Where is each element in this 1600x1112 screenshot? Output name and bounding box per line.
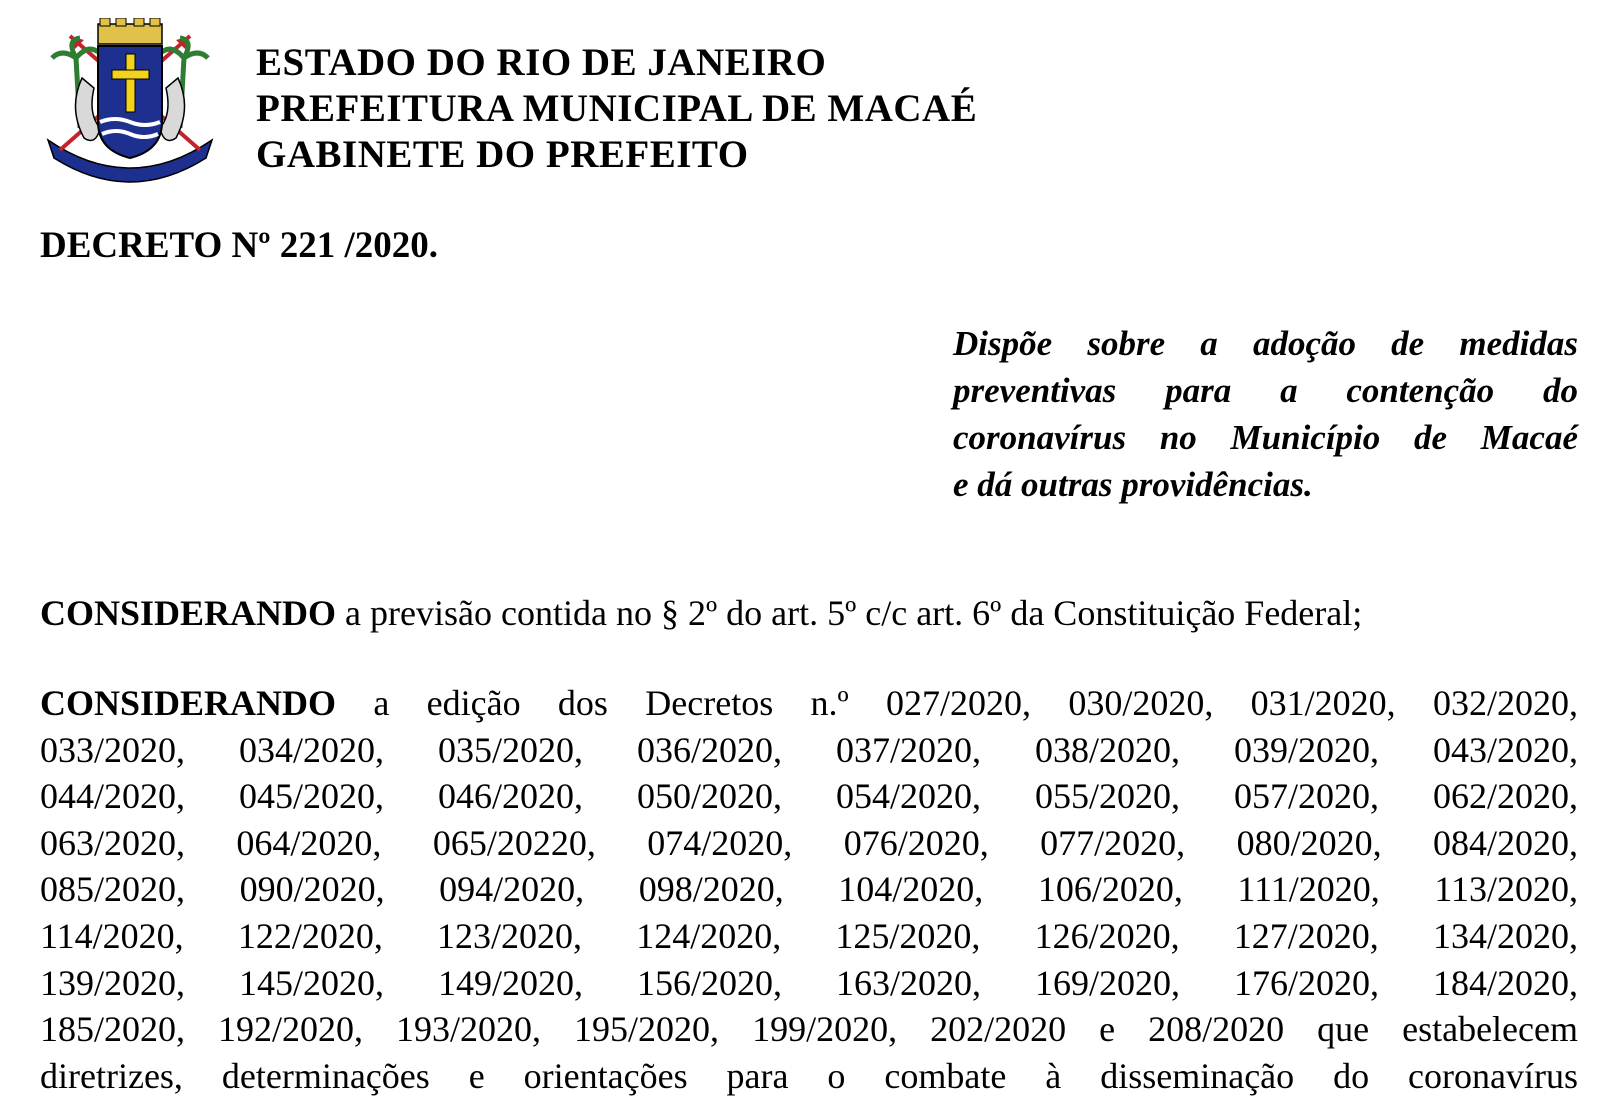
paragraph-text: a previsão contida no § 2º do art. 5º c/c art. 6º da Constituição Federal; [336,593,1363,633]
paragraph-line [40,680,1578,727]
paragraph-line: diretrizes, determinações e orientações para o combate à disseminação do coronavírus [40,1055,1578,1096]
municipality-name: PREFEITURA MUNICIPAL DE MACAÉ [256,87,978,130]
paragraph-line: 063/2020, 064/2020, 065/20220, 074/2020, 076/2020, 077/2020, 080/2020, 084/2020, [40,822,1578,863]
state-name: ESTADO DO RIO DE JANEIRO [256,41,827,84]
decree-summary [953,320,1578,508]
paragraph-line: 033/2020, 034/2020, 035/2020, 036/2020, 037/2020, 038/2020, 039/2020, 043/2020, [40,729,1578,770]
summary-line: e dá outras providências. [953,465,1313,504]
summary-line: Dispõe sobre a adoção de medidas [953,324,1578,363]
paragraph-line: 044/2020, 045/2020, 046/2020, 050/2020, 054/2020, 055/2020, 057/2020, 062/2020, [40,776,1578,817]
considering-paragraph-2 [40,680,1578,1099]
considering-paragraph-1 [40,592,1578,634]
decree-title: DECRETO Nº 221 /2020. [40,225,439,266]
considering-keyword: CONSIDERANDO [40,683,337,723]
considering-keyword: CONSIDERANDO [40,593,337,633]
office-name: GABINETE DO PREFEITO [256,133,749,176]
letterhead [256,40,977,178]
municipal-coat-of-arms [40,18,220,186]
paragraph-text: a edição dos Decretos n.º 027/2020, 030/2020, 031/2020, 032/2020, [336,683,1578,723]
paragraph-line: 185/2020, 192/2020, 193/2020, 195/2020, 199/2020, 202/2020 e 208/2020 que estabelecem [40,1009,1578,1050]
summary-line: preventivas para a contenção do [953,371,1578,410]
paragraph-line: 114/2020, 122/2020, 123/2020, 124/2020, 125/2020, 126/2020, 127/2020, 134/2020, [40,915,1578,956]
paragraph-line: 139/2020, 145/2020, 149/2020, 156/2020, 163/2020, 169/2020, 176/2020, 184/2020, [40,962,1578,1003]
paragraph-line: 085/2020, 090/2020, 094/2020, 098/2020, 104/2020, 106/2020, 111/2020, 113/2020, [40,869,1578,910]
summary-line: coronavírus no Município de Macaé [953,418,1578,457]
